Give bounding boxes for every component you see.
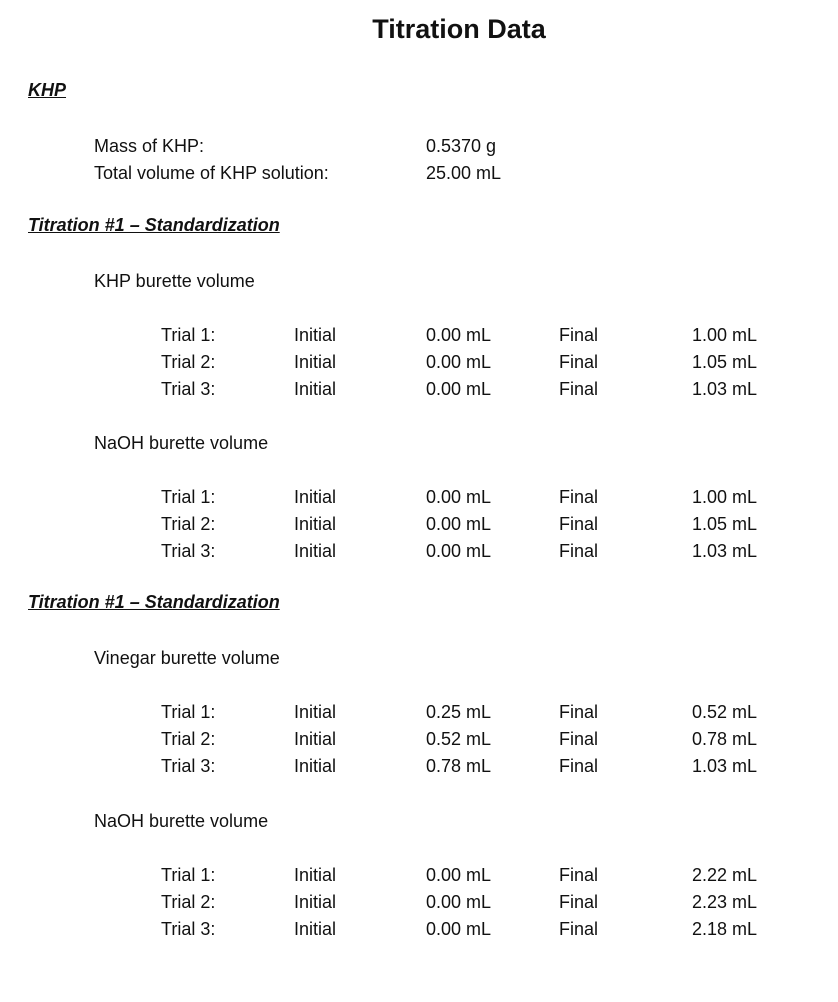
khp-volume-label: Total volume of KHP solution: <box>94 163 329 183</box>
initial-label: Initial <box>294 702 337 722</box>
khp-mass-value: 0.5370 g <box>426 136 497 156</box>
trial-label: Trial 2: <box>161 514 216 534</box>
trial-label: Trial 3: <box>161 379 216 399</box>
trial-label: Trial 1: <box>161 865 216 885</box>
titration2-heading: Titration #1 – Standardization <box>28 592 280 612</box>
final-value: 1.00 mL <box>692 487 758 507</box>
table-row <box>0 700 838 724</box>
trial-label: Trial 2: <box>161 729 216 749</box>
initial-value: 0.00 mL <box>426 352 492 372</box>
table-row <box>0 917 838 941</box>
khp-heading: KHP <box>28 80 67 100</box>
khp-mass-label: Mass of KHP: <box>94 136 205 156</box>
initial-label: Initial <box>294 756 337 776</box>
titration2-group2-label: NaOH burette volume <box>94 811 269 831</box>
trial-label: Trial 3: <box>161 756 216 776</box>
initial-value: 0.52 mL <box>426 729 492 749</box>
final-value: 1.03 mL <box>692 541 758 561</box>
final-value: 2.23 mL <box>692 892 758 912</box>
trial-label: Trial 1: <box>161 325 216 345</box>
final-value: 1.05 mL <box>692 352 758 372</box>
initial-label: Initial <box>294 514 337 534</box>
initial-value: 0.00 mL <box>426 379 492 399</box>
initial-value: 0.00 mL <box>426 514 492 534</box>
titration2-group1-label: Vinegar burette volume <box>94 648 280 668</box>
titration1-group2-label: NaOH burette volume <box>94 433 269 453</box>
final-label: Final <box>559 514 599 534</box>
initial-value: 0.00 mL <box>426 865 492 885</box>
table-row <box>0 539 838 563</box>
initial-value: 0.00 mL <box>426 487 492 507</box>
final-value: 1.03 mL <box>692 379 758 399</box>
trial-label: Trial 1: <box>161 702 216 722</box>
final-label: Final <box>559 892 599 912</box>
final-label: Final <box>559 541 599 561</box>
table-row <box>0 727 838 751</box>
page-title: Titration Data <box>372 14 546 44</box>
titration1-group1-label: KHP burette volume <box>94 271 255 291</box>
table-row <box>0 377 838 401</box>
trial-label: Trial 2: <box>161 352 216 372</box>
initial-value: 0.00 mL <box>426 892 492 912</box>
initial-value: 0.00 mL <box>426 325 492 345</box>
initial-label: Initial <box>294 892 337 912</box>
titration1-heading: Titration #1 – Standardization <box>28 215 280 235</box>
initial-label: Initial <box>294 325 337 345</box>
final-label: Final <box>559 487 599 507</box>
khp-volume-value: 25.00 mL <box>426 163 502 183</box>
final-label: Final <box>559 702 599 722</box>
final-label: Final <box>559 379 599 399</box>
trial-label: Trial 3: <box>161 541 216 561</box>
trial-label: Trial 3: <box>161 919 216 939</box>
final-value: 0.78 mL <box>692 729 758 749</box>
final-value: 1.05 mL <box>692 514 758 534</box>
final-label: Final <box>559 729 599 749</box>
initial-label: Initial <box>294 379 337 399</box>
table-row <box>0 350 838 374</box>
final-label: Final <box>559 756 599 776</box>
initial-label: Initial <box>294 865 337 885</box>
trial-label: Trial 2: <box>161 892 216 912</box>
initial-label: Initial <box>294 541 337 561</box>
initial-value: 0.00 mL <box>426 541 492 561</box>
initial-label: Initial <box>294 352 337 372</box>
initial-label: Initial <box>294 919 337 939</box>
table-row <box>0 512 838 536</box>
final-label: Final <box>559 325 599 345</box>
final-value: 1.00 mL <box>692 325 758 345</box>
trial-label: Trial 1: <box>161 487 216 507</box>
initial-label: Initial <box>294 487 337 507</box>
final-value: 1.03 mL <box>692 756 758 776</box>
final-value: 2.22 mL <box>692 865 758 885</box>
final-label: Final <box>559 919 599 939</box>
initial-label: Initial <box>294 729 337 749</box>
final-label: Final <box>559 352 599 372</box>
table-row <box>0 863 838 887</box>
initial-value: 0.00 mL <box>426 919 492 939</box>
table-row <box>0 485 838 509</box>
final-value: 0.52 mL <box>692 702 758 722</box>
final-value: 2.18 mL <box>692 919 758 939</box>
final-label: Final <box>559 865 599 885</box>
table-row <box>0 890 838 914</box>
table-row <box>0 323 838 347</box>
table-row <box>0 754 838 778</box>
initial-value: 0.25 mL <box>426 702 492 722</box>
initial-value: 0.78 mL <box>426 756 492 776</box>
